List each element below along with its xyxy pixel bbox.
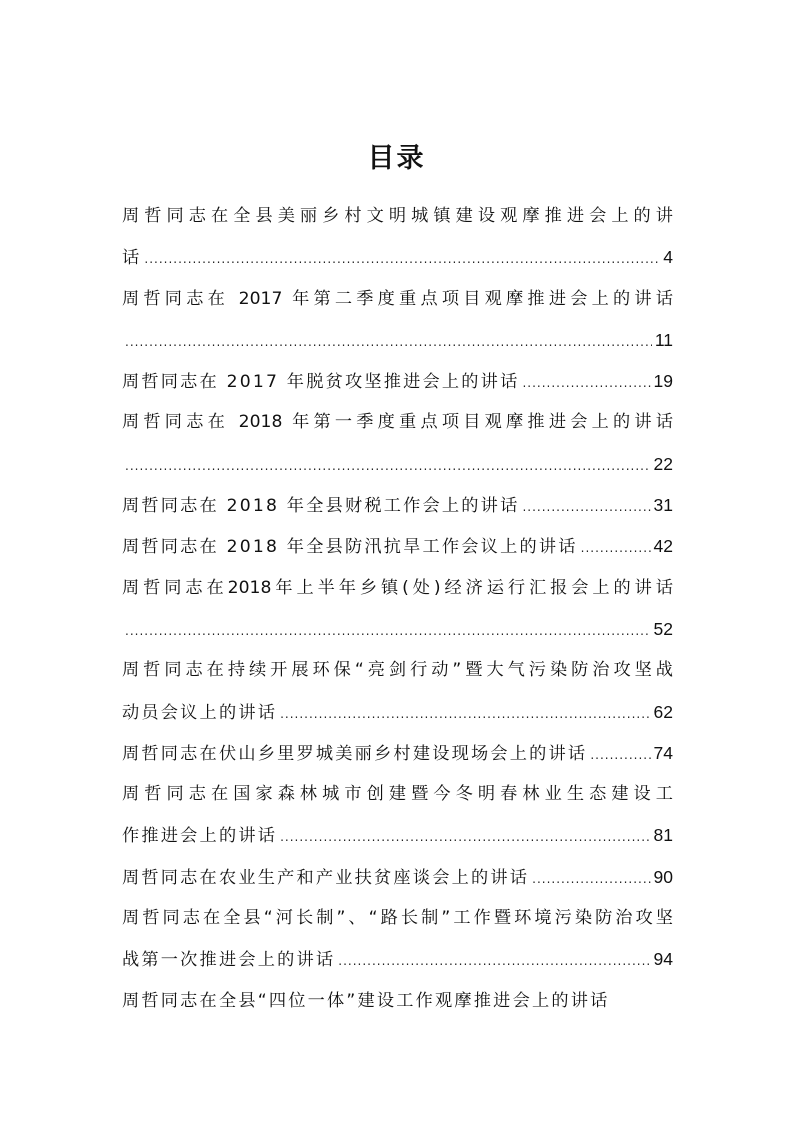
dot-leader <box>125 446 651 487</box>
toc-entry[interactable] <box>122 485 673 526</box>
toc-entry-line <box>122 857 673 898</box>
toc-entry-line <box>122 196 673 237</box>
toc-page-number: 81 <box>653 825 673 846</box>
toc-entry[interactable] <box>122 733 673 774</box>
toc-entry[interactable] <box>122 774 673 857</box>
toc-page-number: 19 <box>653 371 673 392</box>
toc-page-number: 62 <box>653 701 673 722</box>
toc-entry-title: 周哲同志在全县“河长制”、“路长制”工作暨环境污染防治攻坚 <box>122 908 673 929</box>
toc-entry-line <box>122 733 673 774</box>
toc-page-number: 31 <box>653 495 673 516</box>
toc-entry[interactable] <box>122 361 673 402</box>
toc-page-number: 11 <box>654 329 673 350</box>
toc-entry-line <box>122 981 673 1022</box>
toc-page-number: 90 <box>653 866 673 887</box>
toc-entry-title: 周哲同志在 2017 年脱贫攻坚推进会上的讲话 <box>122 372 520 393</box>
toc-entry-line <box>122 279 673 320</box>
toc-entry-title: 话 <box>122 248 142 269</box>
dot-leader <box>280 817 650 858</box>
toc-entry-line <box>122 898 673 939</box>
toc-entry-line <box>122 568 673 609</box>
toc-entry[interactable] <box>122 568 673 651</box>
toc-entry-line <box>122 485 673 526</box>
toc-entry[interactable] <box>122 526 673 567</box>
toc-entry[interactable] <box>122 279 673 362</box>
page-title: 目录 <box>367 143 426 174</box>
toc-entry-title: 周哲同志在 2018 年全县防汛抗旱工作会议上的讲话 <box>122 537 578 558</box>
toc-entry-line <box>122 444 673 485</box>
toc-entry-title: 周哲同志在全县美丽乡村文明城镇建设观摩推进会上的讲 <box>122 206 673 226</box>
toc-entry-line <box>122 237 673 278</box>
toc-page-number: 4 <box>663 247 673 268</box>
toc-entry-line <box>122 939 673 980</box>
toc-page-number: 94 <box>653 949 673 970</box>
toc-entry-line <box>122 692 673 733</box>
toc-entry-line <box>122 361 673 402</box>
toc-entry-line <box>122 815 673 856</box>
toc-entry-line <box>122 650 673 691</box>
dot-leader <box>338 941 650 982</box>
toc-entry[interactable] <box>122 196 673 279</box>
toc-entry-title: 作推进会上的讲话 <box>122 826 278 847</box>
toc-entry-title: 周哲同志在 2018 年第一季度重点项目观摩推进会上的讲话 <box>122 412 673 433</box>
dot-leader <box>532 859 650 900</box>
dot-leader <box>581 528 651 569</box>
toc-entry-title: 周哲同志在农业生产和产业扶贫座谈会上的讲话 <box>122 867 530 888</box>
table-of-contents <box>122 196 673 1022</box>
toc-entry-line <box>122 526 673 567</box>
toc-entry-title: 周哲同志在伏山乡里罗城美丽乡村建设现场会上的讲话 <box>122 743 588 764</box>
toc-entry-line <box>122 320 673 361</box>
toc-page-number: 22 <box>653 453 673 474</box>
toc-entry-title: 周哲同志在 2017 年第二季度重点项目观摩推进会上的讲话 <box>122 288 673 309</box>
dot-leader <box>522 363 650 404</box>
toc-entry[interactable] <box>122 402 673 485</box>
dot-leader <box>280 694 650 735</box>
dot-leader <box>144 239 660 280</box>
toc-entry[interactable] <box>122 857 673 898</box>
toc-entry-line <box>122 609 673 650</box>
toc-entry[interactable] <box>122 981 673 1022</box>
toc-entry-title: 周哲同志在2018年上半年乡镇(处)经济运行汇报会上的讲话 <box>122 577 673 598</box>
dot-leader <box>125 611 651 652</box>
toc-entry-title: 动员会议上的讲话 <box>122 702 278 723</box>
toc-page-number: 42 <box>653 536 673 557</box>
toc-entry[interactable] <box>122 898 673 981</box>
toc-page-number: 74 <box>653 742 673 763</box>
toc-entry-title: 周哲同志在持续开展环保“亮剑行动”暨大气污染防治攻坚战 <box>122 660 673 681</box>
toc-entry-title: 周哲同志在全县“四位一体”建设工作观摩推进会上的讲话 <box>122 990 610 1011</box>
toc-entry-title: 战第一次推进会上的讲话 <box>122 950 336 971</box>
toc-entry[interactable] <box>122 650 673 733</box>
dot-leader <box>125 322 652 363</box>
toc-entry-title: 周哲同志在 2018 年全县财税工作会上的讲话 <box>122 496 520 517</box>
toc-entry-line <box>122 774 673 815</box>
toc-entry-line <box>122 402 673 443</box>
toc-page-number: 52 <box>653 618 673 639</box>
dot-leader <box>590 735 650 776</box>
dot-leader <box>522 487 650 528</box>
toc-entry-title: 周哲同志在国家森林城市创建暨今冬明春林业生态建设工 <box>122 784 673 805</box>
